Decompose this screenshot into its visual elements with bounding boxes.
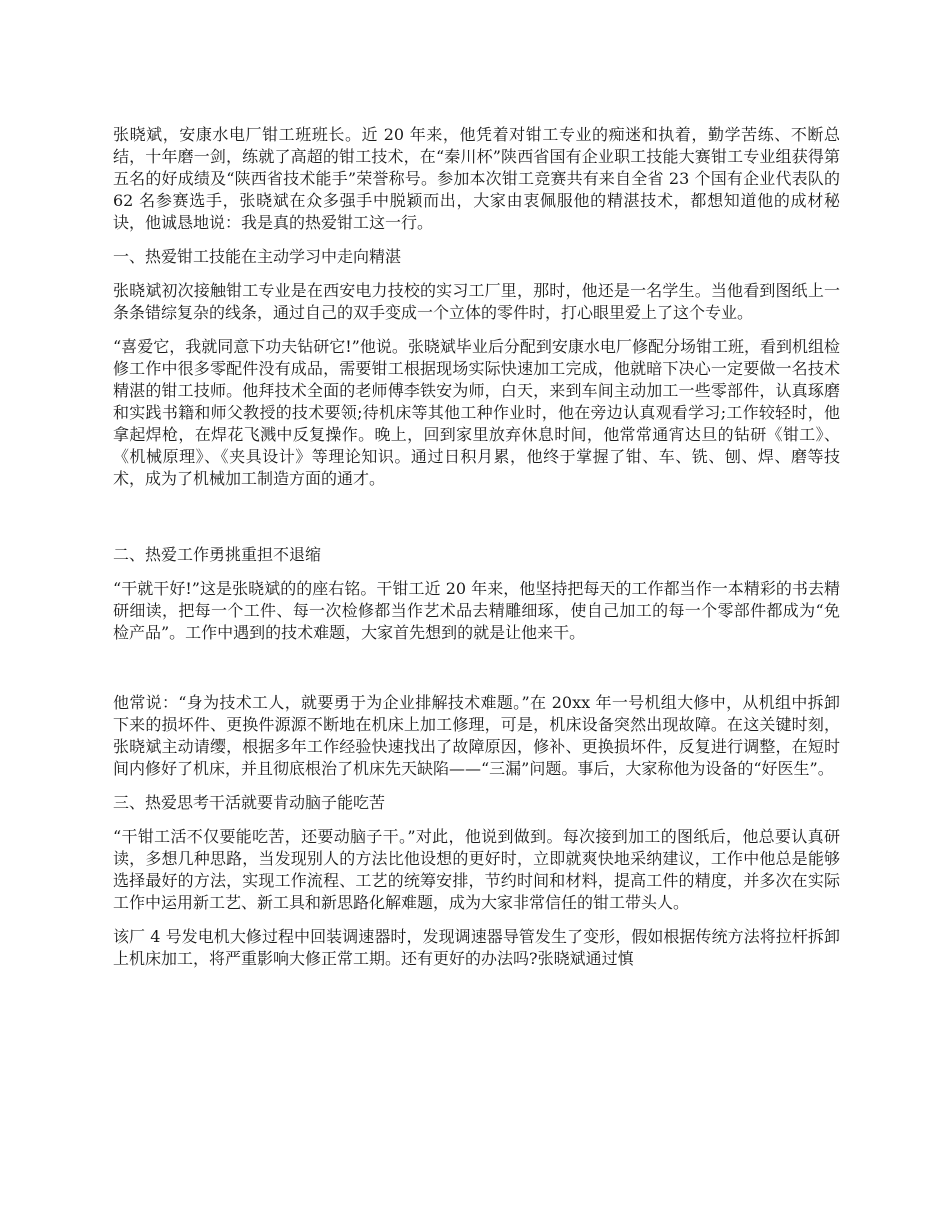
section-heading-2: 二、热爱工作勇挑重担不退缩: [113, 545, 322, 564]
section-3-paragraph-2: 该厂 4 号发电机大修过程中回装调速器时，发现调速器导管发生了变形，假如根据传统方法将拉杆拆卸上机床加工，将严重影响大修正常工期。还有更好的办法吗?张晓斌通过慎: [113, 927, 840, 968]
section-1-paragraph-1: 张晓斌初次接触钳工专业是在西安电力技校的实习工厂里，那时，他还是一名学生。当他看到图纸上一条条错综复杂的线条，通过自己的双手变成一个立体的零件时，打心眼里爱上了这个专业。: [113, 281, 840, 322]
section-2-paragraph-1: “干就干好!”这是张晓斌的的座右铭。干钳工近 20 年来，他坚持把每天的工作都当作一本精彩的书去精研细读，把每一个工件、每一次检修都当作艺术品去精雕细琢，使自己加工的每一个零部件都成为“免检产品”。工作中遇到的技术难题，大家首先想到的就是让他来干。: [113, 579, 840, 642]
section-1-paragraph-2: “喜爱它，我就同意下功夫钻研它!”他说。张晓斌毕业后分配到安康水电厂修配分场钳工班，看到机组检修工作中很多零配件没有成品，需要钳工根据现场实际快速加工完成，他就暗下决心一定要做一名技术精湛的钳工技师。他拜技术全面的老师傅李铁安为师，白天，来到车间主动加工一些零部件，认真琢磨和实践书籍和师父教授的技术要领;待机床等其他工种作业时，他在旁边认真观看学习;工作较轻时，他拿起焊枪，在焊花飞溅中反复操作。晚上，回到家里放弃休息时间，他常常通宵达旦的钻研《钳工》、《机械原理》、《夹具设计》等理论知识。通过日积月累，他终于掌握了钳、车、铣、刨、焊、磨等技术，成为了机械加工制造方面的通才。: [113, 337, 840, 488]
section-3-paragraph-1: “干钳工活不仅要能吃苦，还要动脑子干。”对此，他说到做到。每次接到加工的图纸后，他总要认真研读，多想几种思路，当发现别人的方法比他设想的更好时，立即就爽快地采纳建议，工作中他总是能够选择最好的方法，实现工作流程、工艺的统筹安排，节约时间和材料，提高工件的精度，并多次在实际工作中运用新工艺、新工具和新思路化解难题，成为大家非常信任的钳工带头人。: [113, 827, 840, 912]
section-heading-1: 一、热爱钳工技能在主动学习中走向精湛: [113, 247, 402, 266]
document-page: [113, 124, 840, 982]
section-2-paragraph-2: 他常说：“身为技术工人，就要勇于为企业排解技术难题。”在 20xx 年一号机组大修中，从机组中拆卸下来的损坏件、更换件源源不断地在机床上加工修理，可是，机床设备突然出现故障。在这关键时刻，张晓斌主动请缨，根据多年工作经验快速找出了故障原因，修补、更换损坏件，反复进行调整，在短时间内修好了机床，并且彻底根治了机床先天缺陷——“三漏”问题。事后，大家称他为设备的“好医生”。: [113, 693, 840, 778]
blank-gap: [113, 656, 840, 692]
section-heading-3: 三、热爱思考干活就要肯动脑子能吃苦: [113, 793, 386, 812]
intro-paragraph: 张晓斌，安康水电厂钳工班班长。近 20 年来，他凭着对钳工专业的痴迷和执着，勤学苦练、不断总结，十年磨一剑，练就了高超的钳工技术，在“秦川杯”陕西省国有企业职工技能大赛钳工专业组获得第五名的好成绩及“陕西省技术能手”荣誉称号。参加本次钳工竞赛共有来自全省 23 个国有企业代表队的 62 名参赛选手，张晓斌在众多强手中脱颖而出，大家由衷佩服他的精湛技术，都想知道他的成材秘诀，他诚恳地说：我是真的热爱钳工这一行。: [113, 125, 840, 232]
blank-gap: [113, 502, 840, 544]
